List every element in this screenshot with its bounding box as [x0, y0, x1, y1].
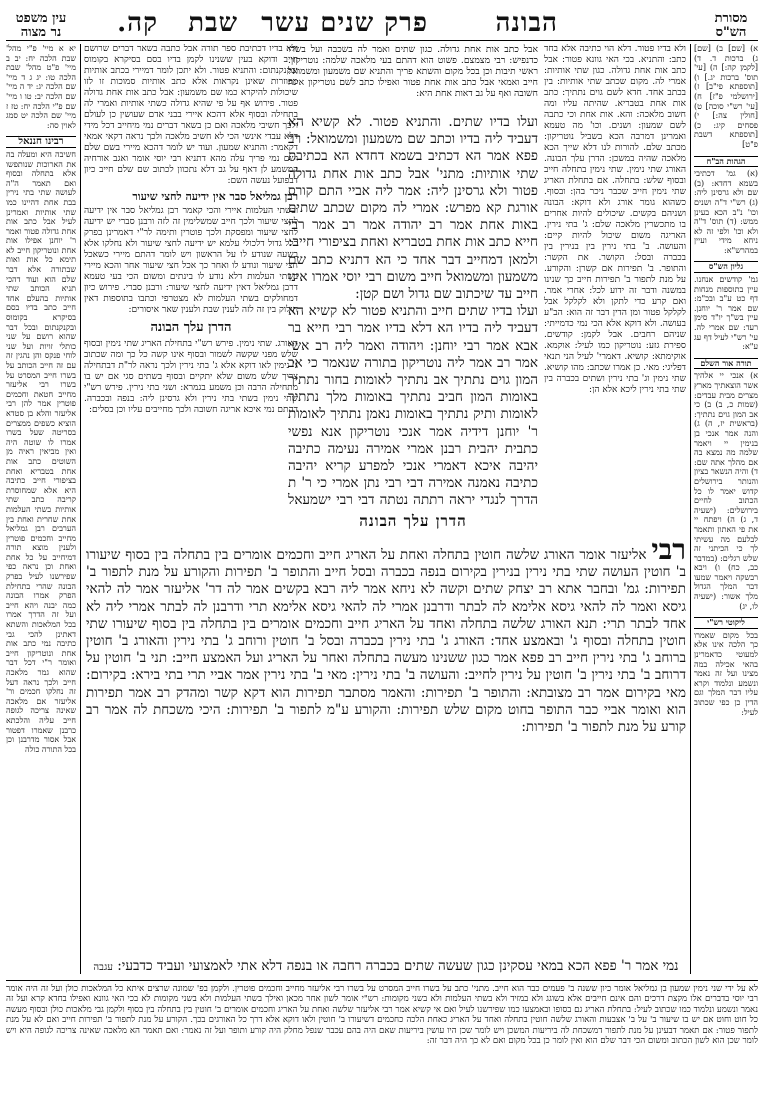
tosafot-hadran: הדרן עלך הבונה	[150, 320, 232, 335]
gilyon-text: גמ' קודשים אנחנו. עיין בתוספות מנחות דף כט ע"ב ובכ"מ: שם אמר ר' יוחנן. עיין בש"ך יו"ד סימן רעד: שם אמרי לה. עי' רש"י לעיל דף עג ע"א:	[694, 275, 758, 352]
gemara-top-text: ועלו בדיו שתים. והתניא פטור. לא קשיא הא דעביד ליה בדיו וכתב שם משמעון ומשמואל: רב פפא אמר הא דכתיב בשמא דחדא הא בכתיבת שתי אותיות: מתני' אבל כתב אות אחת גדולה פטור ולא גרסינן ליה: אמר ליה אביי התם קורס אורגת קא מפרש: אמרי לה מקום שכתב שתים באות אחת אמר רב יהודה אמר רב אמר רבי חייא כתב אות אחת בטבריא ואחת בציפורי חייב: ולמאן דמחייב דבר אחד כי הא דתניא כתב שם משמעון ומשמואל חייב משום רבי יוסי אמרו אינו חייב עד שיכתוב שם גדול ושם קטן:	[288, 114, 538, 303]
left-margin	[6, 44, 76, 974]
tosafot-top-text: ולא בדיו דכתיבת ספר תורה אבל כתבה בשאר דברים שרושם חייב ודוקא בעין ששנינו לקמן בדיו בסם בסיקרא בקומוס ובקנקנתום: והתניא פטור. ולא יתכן לומר דמיירי בכתב אותיות מפוזרות שאינן נקראות אלא כתב אותיות סמוכות זו לזו שיכולות להיקרא כמו שם משמעון: אבל כתב אות אחת גדולה פטור. פירוש אף על פי שהיא גדולה כשתי אותיות ואמרי לה בתחילה ובסוף אלא דהכא איירי בבני אדם שעושין כן לעולם ולכך חשיבי מלאכה ואם כן בשאר דברים נמי מיחייב דכל מידי דלא עבדי אינשי הכי לא חשיב מלאכה ולכך נראה דקאי אמאי דקאמר: והתניא שמעון. ועוד יש לומר דהכא מיירי בשם שלם ושם נמי פריך עלה מהא דתניא רבי יוסי אומר ואגב אורחיה קמשמע לן דאף על גב דלא נתכוון לכתוב שם שלם חייב כיון דבפועל נעשה השם:	[84, 44, 298, 186]
chapter-name: הבונה	[495, 8, 558, 38]
gilyon-title: גליון הש"ס	[694, 261, 758, 273]
haggahot-title: הגהות הב"ח	[694, 156, 758, 168]
gemara-bottom-line-text: נמי אמר ר' פפא הכא במאי עסקינן כגון שעשה שתים בכברה רחבה או בנפה דלא אתי לאמצועי ועביד כדבעי:	[117, 958, 679, 974]
torah-or-text: א) אנכי יי אלהיך אשר הוצאתיך מארץ מצרים מבית עבדים: (שמות כ, ב) ב) כי אב המון גוים נתתיך: (בראשית יז, ה) ג) והנה אמר אנכי בן בנימין יי ויאמר שלמה מה נמצא בה אם מהלך אתה שם: ד) והיה הנשאר בציון והנותר בירושלים קדוש יאמר לו כל הכתוב לחיים בירושלים: (ישעיה ד, ג) ה) ויפתח יי את פי האתון ותאמר לבלעם מה עשיתי לך כי הכיתני זה שלש רגלים: (במדבר כב, כח) ו) ויבא רבשקה ויאמר שמעו דבר המלך הגדול מלך אשור: (ישעיה לו, יג)	[694, 371, 758, 611]
perek-opening-text: אליעזר אומר האורג שלשה חוטין בתחלה ואחת על האריג חייב וחכמים אומרים בין בתחלה בין בסוף שיעורו ב' חוטין העושה שתי בתי נירין בנירין בקירום בנפה בכברה ובסל חייב והתופר ב' תפירות והקורע על מנת לתפור ב' תפירות: גמ' ובחבר אתא רב יצחק שתים וקשה לא ניחא אמר ליה רבא בקשים אמר לה דר' אליעזר אמר לה להאי גיסא ואמר לה להאי גיסא אלימא לה לבתר ודרבנן אמרי לה להאי גיסא אלימא תרי ודרבנן לה לבתר אמרי ליה לא אחד לבתר תרי: תנא האורג שלשה בתחלה ואחד על האריג חייב וחכמים אומרים בין בתחלה בין בסוף שיעורו שתי חוטין בתחלה ובסוף ג' ובאמצע אחד: האורג ג' בתי נירין בכברה ובסל ב' חוטין ורוחב ג' בתי נירין והאורג ב' חוטין ברוחב ג' בתי נירין חייב רב פפא אמר כגון ששנינו מעשה בתחלה ואחר על האריג ועל האמצע חייב: תני ב' חוטין על דרוחב ב' בתי נירין ב' חוטין על נירין לחייב: והעושה ב' בתי נירין: מאי ב' בתי נירין אמר אביי תרי בתי בירא: בקירום: מאי בקירום אמר רב מצובתא: והתופר ב' תפירות: והאמר מסתבר תפירות הוא דקא קשר ומהדק רב אמר תפירות הוא ואומר אביי כבר התופר בחוט מקום שלש תפירות: והקורע ע"מ לתפור ב' תפירות: היכי משכחת לה אמר רב קורע על מנת לתפור ב' תפירות:	[86, 547, 686, 736]
left-margin-label	[6, 12, 76, 40]
gemara-main-upper	[288, 114, 538, 509]
perek-opening-word: רבי	[651, 536, 686, 566]
gemara-hadran: הדרן עלך הבונה	[359, 512, 467, 530]
likutei-rashi-text: בכל מקום שאמרו כך הלכה אינו אלא למעוטי כדאמרינן בהאי אכילה במה מצינו ועל זה נאמר ונשמע ונלמוד וקרא עליו דבר המלך וגם הדין כן כפי שכתוב לעיל:	[694, 630, 758, 717]
footer-divider	[6, 980, 758, 981]
tosafot-mid-text: ובשתי העלמות איירי והכי קאמר רבן גמליאל סבר אין ידיעה לחצי שיעור ולכך חייב שמשלימין זה לזה ורבנן סברי יש ידיעה לחצי שיעור ומפסקת ולכך פוטרין ותימה לר"י דאמרינן בפרק כלל גדול דלכולי עלמא יש ידיעה לחצי שיעור ולא נחלקו אלא בשעה שנודע לו על הראשון ויש לומר דהתם מיירי כשאכל חצי שיעור ונודע לו ואחר כך אכל חצי שיעור אחר והכא מיירי בשתי העלמות דלא נודע לו בינתים ומשום הכי בעי טעמא דרבן גמליאל דאין ידיעה לחצי שיעור: ורבנן סברי. פירוש כיון דמחולקים בשתי העלמות לא מצטרפי וכתבו בתוספות דאין חילוק בין זה לזה לענין שבת ולענין שאר איסורים:	[84, 206, 298, 315]
rashi-top-text: אבל כתב אות אחת גדולה. כגון שתים ואמר לה בשכבה ועל בשרו כדנפיש: רבי מצמצם. פשוט הוא דהתם בעי מלאכה שלמה: נוטריקון. ראשי תיבות וכן בכל מקום והשתא פריך והתניא שם משמעון ומשמואל חייב ואמאי אבל כתב אות אחת פטור ואפילו כתב לשם נוטריקון אינה חשובה ואף על גב דאות אחת היא:	[288, 44, 538, 99]
tosafot-bottom-text: האורג. שתי נימין. פירש רש"י בתחילת האריג שתי נימין ובסוף שלש מפני שקשה לשמור ובסוף אינו קשה כל כך ומה שכתוב ג' נימין לאו דוקא אלא ג' בתי נירין ולכך נראה לר"ת דבתחילה צריך שלש משום שלא יתקיים ובסוף בשתים סגי אם יש בו מתחילה הרבה וכן משמע בגמרא: ושני בתי נירין. פירש רש"י שתי נימין בשתי בתי נירין ולא גרסינן ליה: בנפה ובכברה. דהתם נמי איכא אריגה חשובה ולכך מחייבים עליו וכן בסלים:	[84, 339, 298, 415]
tosafot-mid-title: רבן גמליאל סבר אין ידיעה לחצי שיעור	[132, 190, 298, 203]
chapter-number: פרק שנים עשר	[261, 8, 428, 38]
gemara-main-lower	[86, 536, 686, 956]
rashi-text: ולא בדיו פטור. דלא הוי כתיבה אלא בחד כתב: והתניא. בכי האי גוונא פטור: אבל כתב אות אחת גדולה. כגון שתי אותיות: אמרי לה. מקום שכתב שתי אותיות: בין בכתב אחד. חדא לשם גוים נתתיך: כתב אות אחת בטבריא. שהיתה עליו ומה חשוב מלאכה: והא. אות אחת וכי כתבה לשם שמעון: ושנים. וכו' מה טעמא ואמרינן דמרבה הכא בשביל נוטריקון: מכתב שלם. להורות לנו דלא שייך הכא מלאכה שהיה במשכן: הדרן עלך הבונה. האורג שתי נימין. שתי נימין בתחלה חייב ובסוף שלש: בתחלה. אם בתחלת האריג שתי נימין חייב שכבר ניכר בהן: ובסוף. כשהוא גומר אורג ולא דוקא: הבונה ושניהם בקשים. שיכולים להיות אחרים בו מתכשרין מלאכה שלם: ג' בתי נירין. האריגה משום שיכול להיות קיים: והעושה. ב' בתי נירין בין בנירין בין בכברה ובסל: הקושר. את הקשר: והתופר. ב' תפירות אם קשרן: והקורע. על מנת לתפור ב' תפירות חייב כך שנינו במשנה ודבר זה ידוע לכל: אחרי אמר. ואם קרע כדי לתקן ולא לקלקל אבל לקלקל פטור ומן הדין דבר זה הוא: הב"ע בעושה. ולא דוקא אלא הכי נמי כדמייתי: שניהם רחבים. אבל לקמן: קודשים. ספירת גזע: נוטריקון כמו לעיל: אוקמא. אוקימתא: קושיא. דאמרי' לעיל הני תנאי דפליגי: מאי. כן אמרו שכתב: מהו קושיא. שתי נימין וג' בתי נירין ושתים בכברה בין שתי בתי נירין ליכא אלא הן:	[544, 44, 686, 395]
left-margin-divider	[80, 44, 81, 974]
mesoret-label: מסורת	[714, 11, 748, 26]
page-number: קה.	[117, 8, 158, 38]
footer-text: לא על ידי שני נימין שמעון בן גמליאל אומר כיון ששנה ב' פעמים כבר הוא חייב. מתני' כתב על בשרו חייב המסרט על בשרו רבי אליעזר מחייב וחכמים פוטרין. ולקמן בפ' שמונה שרצים איתא כל המלאכות כולן ועל זה היה אומר רבי יוסי בדברים אלו מקצת דרכים והם אינם חייבים אלא בשוגג ולא במזיד ולא בשתי העלמות ולא בשני מקומות: רש"י אומר לשון אחר מכאן ואילך בשתי העלמות ולא בשני מקומות לא בכי האי גוונא ואפילו בחדא קרא ועל זה נאמר ונשמע ונלמוד כמו שכתוב לעיל: בתחלת האריג גם בסופו ובאמצעו כמו שפירשנו לעיל ואם אי קשיא אמר רבי אליעזר שלשה ואחת על האריג וחכמים אומרים ב' חוטין בין בתחלה בין בסוף ולקמן גבי מלאכות כולן ובסוף מעשה כל חוט וחוט אם יש בו שיעור ב' על ב' אצבעות והאורג שלשה חוטין בתחלה ואחד על האריג כאחת הלכה כחכמים דשיעורו ב' חוטין ולאו דוקא אלא דרך כל האורגים בכך. הקורע על מנת לתפור ב' תפירות חייב ואם לא על מנת לתפור פטור: אם תאמר דבעינן על מנת לתפור דמשכחת לה ביריעות המשכן ויש לומר שכן היו עושין ביריעות שאם היה בהם עכבר שנפל מחלק היה קורע ותופר ועל זה נאמר: ואם תאמר הא מלאכה שאינה צריכה לגופה היא ויש לומר שכן הוא לשון הכתוב ומשום הכי דבר שלם הוא ואין לומר כן בכל מקום ואם לא כך היה דבר זה:	[6, 984, 758, 1047]
right-margin	[694, 44, 758, 974]
shas-label: הש"ס	[715, 25, 747, 40]
tractate-name: שבת	[188, 8, 238, 38]
right-margin-label	[704, 12, 758, 40]
page-header	[6, 6, 758, 41]
gemara-bottom-line	[86, 958, 686, 976]
rabbeinu-chananel-title: רבינו חננאל	[6, 136, 76, 148]
rashi-top-band	[288, 44, 538, 110]
right-margin-divider	[690, 44, 691, 974]
rabbeinu-chananel-text: חשיבה היא ומעלה בה את הארוכות שנותפשו אלא בתחלה ובסוף ואם תאמר ה"ה לעושה שתי בתי נירין בבת אחת דהיינו כמו שתי אותיות ואמרינן לעיל אבל כתב אות אחת גדולה פטור ואמר ר' יוחנן אפילו אות אחת ונוטריקון חייב לא תימא כל אות ואות שבתורה אלא דבר שלם הוא ועוד דהכי תניא הכותב שתי אותיות בהעלם אחד חייב כתב בדיו בסם בסיקרא בקומוס ובקנקנתום ובכל דבר שהוא רושם על שני כותלי זויות ועל שני לוחי פנקס והן נהגין זה עם זה חייב הכותב על בשרו חייב המסרט על בשרו רבי אליעזר מחייב חטאת וחכמים פוטרין אמר להן רבי אליעזר והלא בן סטדא הוציא כשפים ממצרים בסריטה שעל בשרו אמרו לו שוטה היה ואין מביאין ראיה מן השוטים כתב אות אחת בטבריא ואחת בציפורי חייב כתיבה היא אלא שמחוסרת קריבה כתב שתי אותיות בשתי העלמות אחת שחרית ואחת בין הערבים רבן גמליאל מחייב וחכמים פוטרין ולענין מוצא תורה דמיחייב על כל אחת ואחת וכן נראה כפי שפירשנו לעיל בפרק הבונה שהרי בתחילת הפרק אמרו הבונה כמה יבנה ויהא חייב ועל זה הדרך אמרו בכל המלאכות והשתא דאתינן להכי גבי כתיבה נמי כתב אות אחת ונוטריקון חייב ואומר ר"י דכל דבר שהוא גמר מלאכה חייב ולכך נראה דעל זה נחלקו חכמים ור' אליעזר אם מלאכה שאינה צריכה לגופה חייב עליה והלכתא כרבנן שאמרו דפטור אבל אסור מדרבנן וכן בכל התורה כולה	[6, 149, 76, 754]
gemara-main-text: ועלו בדיו שתים חייב והתניא פטור לא קשיא הא דעביד ליה בדיו הא דלא בדיו אמר רבי חייא בר אבא אמר רבי יוחנן: ויהודה ואמר ליה רב אשי אמר רב אמר ליה נוטריקון בתורה שנאמר כי אב המון גוים נתתיך אב נתתיך לאומות בחור נתתיך באומות המון חביב נתתיך באומות מלך נתתיך לאומות ותיק נתתיך באומות נאמן נתתיך לאומות ר' יוחנן דידיה אמר אנכי נוטריקון אנא נפשי כתבית יהבית רבנן אמרי אמירה נעימה כתיבה יהיבה איכא דאמרי אנכי למפרע קריא יהיבה כתיבה נאמנה אמירה דבי רבי נתן אמרי כי ר' ת הדרך לנגדי יראה רתתה נטתה דבי רבי ישמעאל	[288, 303, 538, 509]
haggahot-text: (א) גמ' דכתיבי בשמא דחדא: (ב) שם ולא גרסינן ליה: (ג) רש"י ד"ה ושנים וכו' נ"ב הכא בעינן ממש: (ד) תוס' ד"ה ולא וכו' ולפי זה לא ניחא מידי ועיין במהרש"א:	[694, 169, 758, 255]
ner-mitzvah-label: נר מצוה	[20, 25, 62, 40]
torah-or-title: תורה אור השלם	[694, 358, 758, 370]
ein-mishpat-text: יא א מיי' פ"י מהל' שבת הלכה יח: יב ב מיי' פ"ט מהל' שבת הלכה טו: יג ג ד מיי' שם הלכה יג: יד ה מיי' שם הלכה יב: טו ו מיי' שם פ"י הלכה יח: טז ז מיי' שם הלכה יט סמג לאוין סה:	[6, 44, 76, 130]
likutei-rashi-title: ליקוטי רש"י	[694, 617, 758, 629]
ein-mishpat-label: עין משפט	[15, 11, 67, 26]
mesoret-text: א) [שם] ב) [שם] ג) ברכות ד. ד) [לקמן קה:] ה) [עי' תוס' ברכות יג.] ו) [תוספתא פי"ב] ז) [ירושלמי פ"ז] ח) [עי' רש"י סוכה] ט) [חולין צה:] י) פסחים קיג: כ) [תוספתא דשבת פ"ט]	[694, 44, 758, 149]
gemara-end-label: עגבה	[93, 962, 113, 973]
footer-commentary	[6, 984, 758, 1112]
